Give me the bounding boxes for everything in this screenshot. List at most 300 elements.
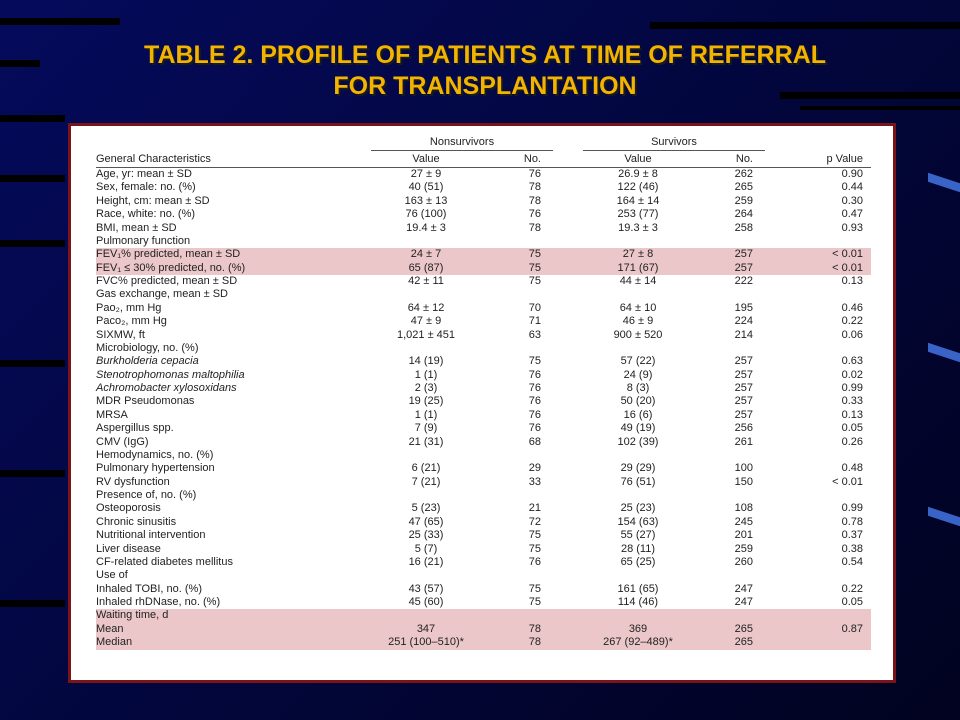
p-value: 0.37 — [841, 529, 863, 542]
spacer — [553, 195, 583, 208]
survivor-count: 265 — [693, 636, 765, 649]
survivor-value: 122 (46) — [617, 181, 659, 194]
nonsurvivor-value — [371, 449, 481, 462]
spacer — [553, 382, 583, 395]
spacer — [553, 235, 583, 248]
p-value — [765, 636, 871, 649]
survivor-count: 247 — [734, 582, 753, 595]
group-header-survivors: Survivors — [583, 134, 765, 151]
nonsurvivor-count — [481, 569, 553, 582]
nonsurvivor-value: 42 ± 11 — [408, 275, 444, 287]
survivor-count: 257 — [734, 408, 753, 421]
p-value: 0.13 — [841, 275, 863, 287]
decor-stripe — [650, 22, 960, 29]
row-label: Height, cm: mean ± SD — [96, 194, 210, 207]
spacer — [553, 409, 583, 422]
table-row — [96, 329, 871, 342]
row-label: Sex, female: no. (%) — [96, 181, 196, 194]
row-label: CMV (IgG) — [96, 435, 149, 448]
p-value: 0.99 — [841, 502, 863, 515]
decor-stripe — [0, 60, 40, 67]
nonsurvivor-count: 76 — [528, 422, 541, 435]
survivor-value: 369 — [583, 623, 693, 636]
survivor-value: 24 (9) — [623, 368, 653, 381]
nonsurvivor-value: 251 (100–510)* — [371, 636, 481, 649]
nonsurvivor-count: 75 — [528, 529, 541, 542]
nonsurvivor-count: 78 — [528, 194, 541, 207]
nonsurvivor-count: 76 — [528, 168, 541, 180]
table-row — [96, 369, 871, 382]
survivor-value: 16 (6) — [623, 408, 653, 421]
nonsurvivor-value: 43 (57) — [408, 582, 444, 595]
table-row — [96, 168, 871, 182]
nonsurvivor-count: 76 — [528, 382, 541, 394]
nonsurvivor-value — [371, 235, 481, 248]
nonsurvivor-value: 347 — [371, 623, 481, 636]
row-label: Nutritional intervention — [96, 529, 206, 542]
table-row — [96, 181, 871, 194]
column-header-ns-value: Value — [371, 151, 481, 168]
nonsurvivor-value: 21 (31) — [408, 435, 444, 448]
table-section-row — [96, 569, 871, 582]
survivor-value: 27 ± 8 — [583, 248, 693, 261]
decor-stripe — [0, 175, 65, 182]
survivor-count: 265 — [693, 623, 765, 636]
nonsurvivor-value: 1,021 ± 451 — [396, 328, 456, 341]
spacer — [553, 609, 583, 622]
spacer — [553, 516, 583, 529]
row-label: Mean — [96, 623, 371, 636]
table-section-row — [96, 449, 871, 462]
decor-stripe — [800, 106, 960, 110]
column-header-s-no: No. — [693, 151, 765, 168]
survivor-count: 265 — [734, 181, 753, 194]
nonsurvivor-count: 76 — [528, 555, 541, 568]
p-value — [765, 449, 871, 462]
row-label: Hemodynamics, no. (%) — [96, 448, 214, 461]
nonsurvivor-count — [481, 288, 553, 301]
survivor-value — [583, 288, 693, 301]
row-label: BMI, mean ± SD — [96, 221, 177, 234]
table-row — [96, 275, 871, 288]
table-section-row — [96, 609, 871, 622]
survivor-count: 257 — [693, 262, 765, 275]
p-value: 0.54 — [841, 555, 863, 568]
table-section-row — [96, 288, 871, 301]
spacer — [553, 449, 583, 462]
nonsurvivor-value: 64 ± 12 — [407, 301, 445, 314]
nonsurvivor-value: 2 (3) — [414, 382, 438, 394]
p-value: 0.38 — [841, 542, 863, 555]
table-row — [96, 543, 871, 556]
survivor-value: 161 (65) — [617, 582, 659, 595]
survivor-count — [693, 489, 765, 502]
survivor-count: 222 — [734, 275, 753, 287]
p-value — [765, 235, 871, 248]
nonsurvivor-value — [371, 609, 481, 622]
decor-stripe — [0, 360, 65, 367]
spacer — [553, 556, 583, 569]
row-label: FVC% predicted, mean ± SD — [96, 275, 238, 287]
survivor-value — [583, 609, 693, 622]
survivor-value: 50 (20) — [620, 395, 656, 408]
table-row — [96, 529, 871, 542]
row-label: Waiting time, d — [96, 609, 371, 622]
survivor-count — [693, 569, 765, 582]
spacer — [553, 436, 583, 449]
table-row — [96, 222, 871, 235]
survivor-value: 8 (3) — [626, 382, 650, 394]
nonsurvivor-count: 75 — [528, 542, 541, 555]
nonsurvivor-value: 5 (23) — [411, 502, 441, 515]
nonsurvivor-value: 16 (21) — [408, 555, 444, 568]
row-label: Pulmonary hypertension — [96, 462, 215, 475]
nonsurvivor-count: 63 — [528, 328, 541, 341]
spacer — [553, 489, 583, 502]
column-header-ns-no: No. — [481, 151, 553, 168]
survivor-count: 257 — [734, 382, 753, 394]
survivor-value: 154 (63) — [617, 515, 659, 528]
decor-stripe — [928, 343, 960, 362]
survivor-value: 49 (19) — [620, 422, 656, 435]
spacer — [553, 168, 583, 182]
column-header-p-value: p Value — [765, 151, 871, 168]
nonsurvivor-value: 47 (65) — [408, 515, 444, 528]
spacer — [553, 569, 583, 582]
nonsurvivor-value: 65 (87) — [371, 262, 481, 275]
survivor-value — [583, 449, 693, 462]
survivor-value: 44 ± 14 — [619, 275, 657, 287]
p-value: 0.13 — [841, 408, 863, 421]
spacer — [553, 208, 583, 221]
table-row — [96, 556, 871, 569]
p-value — [765, 288, 871, 301]
survivor-value: 900 ± 520 — [613, 328, 663, 341]
survivor-value: 57 (22) — [620, 355, 656, 368]
table-row — [96, 262, 871, 275]
p-value — [765, 569, 871, 582]
nonsurvivor-value: 19.4 ± 3 — [406, 221, 446, 234]
nonsurvivor-count: 33 — [528, 475, 541, 488]
nonsurvivor-value: 14 (19) — [408, 355, 444, 368]
survivor-value: 267 (92–489)* — [583, 636, 693, 649]
row-label: MDR Pseudomonas — [96, 395, 195, 408]
survivor-count: 247 — [734, 596, 753, 608]
row-label: Achromobacter xylosoxidans — [96, 382, 237, 394]
column-header-row — [96, 151, 871, 168]
nonsurvivor-value: 5 (7) — [414, 542, 438, 555]
table-row — [96, 596, 871, 609]
table-frame — [68, 123, 896, 683]
p-value: 0.05 — [841, 422, 863, 435]
p-value: 0.44 — [841, 181, 863, 194]
row-label: Microbiology, no. (%) — [96, 341, 199, 354]
p-value: 0.90 — [841, 168, 863, 180]
row-label: Stenotrophomonas maltophilia — [96, 368, 245, 381]
nonsurvivor-count: 29 — [528, 462, 541, 475]
decor-stripe — [928, 507, 960, 526]
survivor-count: 262 — [734, 168, 753, 180]
table-row — [96, 409, 871, 422]
spacer — [553, 222, 583, 235]
row-label: Inhaled TOBI, no. (%) — [96, 582, 202, 595]
table-row — [96, 583, 871, 596]
nonsurvivor-count: 68 — [528, 435, 541, 448]
nonsurvivor-value — [371, 288, 481, 301]
p-value: 0.48 — [841, 462, 863, 475]
nonsurvivor-count — [481, 235, 553, 248]
survivor-value: 64 ± 10 — [619, 301, 657, 314]
p-value: 0.99 — [841, 382, 863, 394]
slide-title — [40, 40, 930, 102]
nonsurvivor-value: 47 ± 9 — [410, 315, 442, 328]
p-value: 0.63 — [841, 355, 863, 368]
slide-title-line-2: FOR TRANSPLANTATION — [333, 72, 637, 100]
survivor-count — [693, 235, 765, 248]
nonsurvivor-count: 76 — [528, 368, 541, 381]
spacer — [553, 623, 583, 636]
row-label: Paco₂, mm Hg — [96, 315, 167, 328]
p-value: 0.02 — [841, 368, 863, 381]
decor-stripe — [0, 18, 120, 25]
p-value: 0.22 — [841, 582, 863, 595]
survivor-value: 29 (29) — [620, 462, 656, 475]
survivor-count: 256 — [734, 422, 753, 435]
p-value: < 0.01 — [765, 262, 871, 275]
spacer — [553, 543, 583, 556]
decor-stripe — [0, 600, 65, 607]
p-value: 0.30 — [841, 194, 863, 207]
decor-stripe — [0, 240, 65, 247]
nonsurvivor-count — [481, 342, 553, 355]
nonsurvivor-value: 1 (1) — [414, 408, 438, 421]
survivor-value: 171 (67) — [583, 262, 693, 275]
table-row — [96, 476, 871, 489]
survivor-value — [583, 342, 693, 355]
table-row — [96, 315, 871, 328]
survivor-count: 257 — [734, 395, 753, 408]
row-label: Race, white: no. (%) — [96, 208, 196, 221]
column-header-s-value: Value — [583, 151, 693, 168]
spacer — [553, 288, 583, 301]
survivor-count — [693, 342, 765, 355]
nonsurvivor-count: 75 — [481, 262, 553, 275]
p-value: 0.06 — [841, 328, 863, 341]
table-row — [96, 382, 871, 395]
table-row — [96, 422, 871, 435]
survivor-count: 214 — [734, 328, 753, 341]
survivor-count: 257 — [734, 355, 753, 368]
spacer — [553, 462, 583, 475]
survivor-count: 201 — [734, 529, 753, 542]
row-label: Osteoporosis — [96, 502, 161, 515]
p-value — [765, 342, 871, 355]
survivor-value: 102 (39) — [617, 435, 659, 448]
survivor-value: 164 ± 14 — [616, 194, 660, 207]
nonsurvivor-count: 70 — [528, 301, 541, 314]
survivor-count: 259 — [734, 194, 753, 207]
slide-title-line-1: TABLE 2. PROFILE OF PATIENTS AT TIME OF REFERRAL — [144, 41, 826, 69]
survivor-value — [583, 235, 693, 248]
group-header-row — [96, 134, 871, 151]
spacer — [553, 529, 583, 542]
table-section-row — [96, 342, 871, 355]
table-row — [96, 302, 871, 315]
survivor-value: 253 (77) — [617, 208, 659, 221]
survivor-value: 26.9 ± 8 — [618, 168, 658, 180]
decor-stripe — [0, 115, 65, 122]
survivor-count: 224 — [734, 315, 753, 328]
p-value: 0.87 — [765, 623, 871, 636]
survivor-count — [693, 449, 765, 462]
survivor-count: 245 — [734, 515, 753, 528]
row-label: Pao₂, mm Hg — [96, 301, 162, 314]
nonsurvivor-count: 76 — [528, 395, 541, 408]
p-value: 0.22 — [841, 315, 863, 328]
p-value: 0.46 — [841, 301, 863, 314]
spacer — [553, 422, 583, 435]
nonsurvivor-value: 27 ± 9 — [410, 168, 442, 180]
nonsurvivor-count: 78 — [481, 623, 553, 636]
p-value: 0.78 — [841, 515, 863, 528]
survivor-count: 100 — [734, 462, 753, 475]
survivor-count: 260 — [734, 555, 753, 568]
p-value: 0.05 — [841, 596, 863, 608]
row-label: Inhaled rhDNase, no. (%) — [96, 596, 221, 608]
nonsurvivor-count: 75 — [528, 596, 541, 608]
nonsurvivor-value: 19 (25) — [408, 395, 444, 408]
column-header-characteristics: General Characteristics — [96, 151, 371, 168]
row-label: Aspergillus spp. — [96, 422, 174, 435]
spacer — [553, 596, 583, 609]
row-label: Liver disease — [96, 542, 161, 555]
table-row — [96, 636, 871, 649]
row-label: MRSA — [96, 408, 128, 421]
nonsurvivor-value: 7 (21) — [411, 475, 441, 488]
row-label: Pulmonary function — [96, 234, 191, 247]
nonsurvivor-value: 25 (33) — [408, 529, 444, 542]
row-label: Burkholderia cepacia — [96, 355, 199, 368]
table-row — [96, 248, 871, 261]
survivor-count: 257 — [693, 248, 765, 261]
nonsurvivor-value: 76 (100) — [405, 208, 447, 221]
survivor-value: 114 (46) — [617, 596, 659, 608]
survivor-count — [693, 609, 765, 622]
nonsurvivor-count: 75 — [481, 248, 553, 261]
spacer — [553, 476, 583, 489]
nonsurvivor-count: 78 — [528, 221, 541, 234]
table-row — [96, 395, 871, 408]
nonsurvivor-count — [481, 489, 553, 502]
row-label: Age, yr: mean ± SD — [96, 168, 192, 180]
spacer — [553, 248, 583, 261]
nonsurvivor-value — [371, 342, 481, 355]
table-body — [96, 168, 871, 650]
spacer — [553, 262, 583, 275]
decor-stripe — [928, 173, 960, 192]
table-section-row — [96, 235, 871, 248]
survivor-value: 28 (11) — [620, 542, 656, 555]
table-row — [96, 355, 871, 368]
row-label: FEV₁ ≤ 30% predicted, no. (%) — [96, 262, 371, 275]
survivor-value: 25 (23) — [620, 502, 656, 515]
spacer — [553, 315, 583, 328]
table-section-row — [96, 489, 871, 502]
spacer — [553, 395, 583, 408]
p-value: 0.33 — [841, 395, 863, 408]
spacer — [553, 181, 583, 194]
row-label: RV dysfunction — [96, 475, 170, 488]
survivor-value: 46 ± 9 — [622, 315, 654, 328]
nonsurvivor-value: 45 (60) — [408, 596, 444, 608]
nonsurvivor-count — [481, 609, 553, 622]
spacer — [553, 583, 583, 596]
spacer — [553, 636, 583, 649]
nonsurvivor-count: 75 — [528, 355, 541, 368]
survivor-count: 257 — [734, 368, 753, 381]
p-value: 0.47 — [841, 208, 863, 221]
spacer — [553, 302, 583, 315]
p-value — [765, 609, 871, 622]
row-label: Use of — [96, 569, 128, 582]
survivor-value: 65 (25) — [620, 555, 656, 568]
nonsurvivor-value: 1 (1) — [414, 368, 438, 381]
row-label: SIXMW, ft — [96, 328, 145, 341]
nonsurvivor-count: 78 — [528, 181, 541, 194]
nonsurvivor-count: 21 — [528, 502, 541, 515]
nonsurvivor-count: 75 — [528, 582, 541, 595]
row-label: Chronic sinusitis — [96, 515, 177, 528]
table-row — [96, 623, 871, 636]
p-value: < 0.01 — [765, 248, 871, 261]
nonsurvivor-count — [481, 449, 553, 462]
nonsurvivor-count: 76 — [528, 408, 541, 421]
spacer — [553, 355, 583, 368]
survivor-count: 150 — [734, 475, 753, 488]
nonsurvivor-value — [371, 489, 481, 502]
spacer — [553, 502, 583, 515]
spacer — [553, 342, 583, 355]
nonsurvivor-value: 6 (21) — [411, 462, 441, 475]
survivor-count — [693, 288, 765, 301]
survivor-count: 264 — [734, 208, 753, 221]
group-header-nonsurvivors: Nonsurvivors — [371, 134, 553, 151]
row-label: Presence of, no. (%) — [96, 489, 197, 501]
row-label: CF-related diabetes mellitus — [96, 555, 233, 568]
table-row — [96, 436, 871, 449]
nonsurvivor-count: 72 — [528, 515, 541, 528]
survivor-count: 261 — [734, 435, 753, 448]
p-value — [765, 489, 871, 502]
table-row — [96, 502, 871, 515]
survivor-value — [583, 489, 693, 502]
nonsurvivor-value: 163 ± 13 — [404, 194, 448, 207]
survivor-count: 108 — [734, 502, 753, 515]
patient-profile-table — [96, 134, 871, 650]
p-value: 0.26 — [841, 435, 863, 448]
table-row — [96, 208, 871, 221]
p-value: < 0.01 — [832, 475, 863, 488]
survivor-count: 195 — [734, 301, 753, 314]
nonsurvivor-count: 76 — [528, 208, 541, 221]
nonsurvivor-value: 24 ± 7 — [371, 248, 481, 261]
survivor-value: 55 (27) — [620, 529, 656, 542]
row-label: Gas exchange, mean ± SD — [96, 288, 228, 301]
nonsurvivor-value — [371, 569, 481, 582]
row-label: Median — [96, 636, 371, 649]
p-value: 0.93 — [841, 221, 863, 234]
nonsurvivor-count: 78 — [481, 636, 553, 649]
